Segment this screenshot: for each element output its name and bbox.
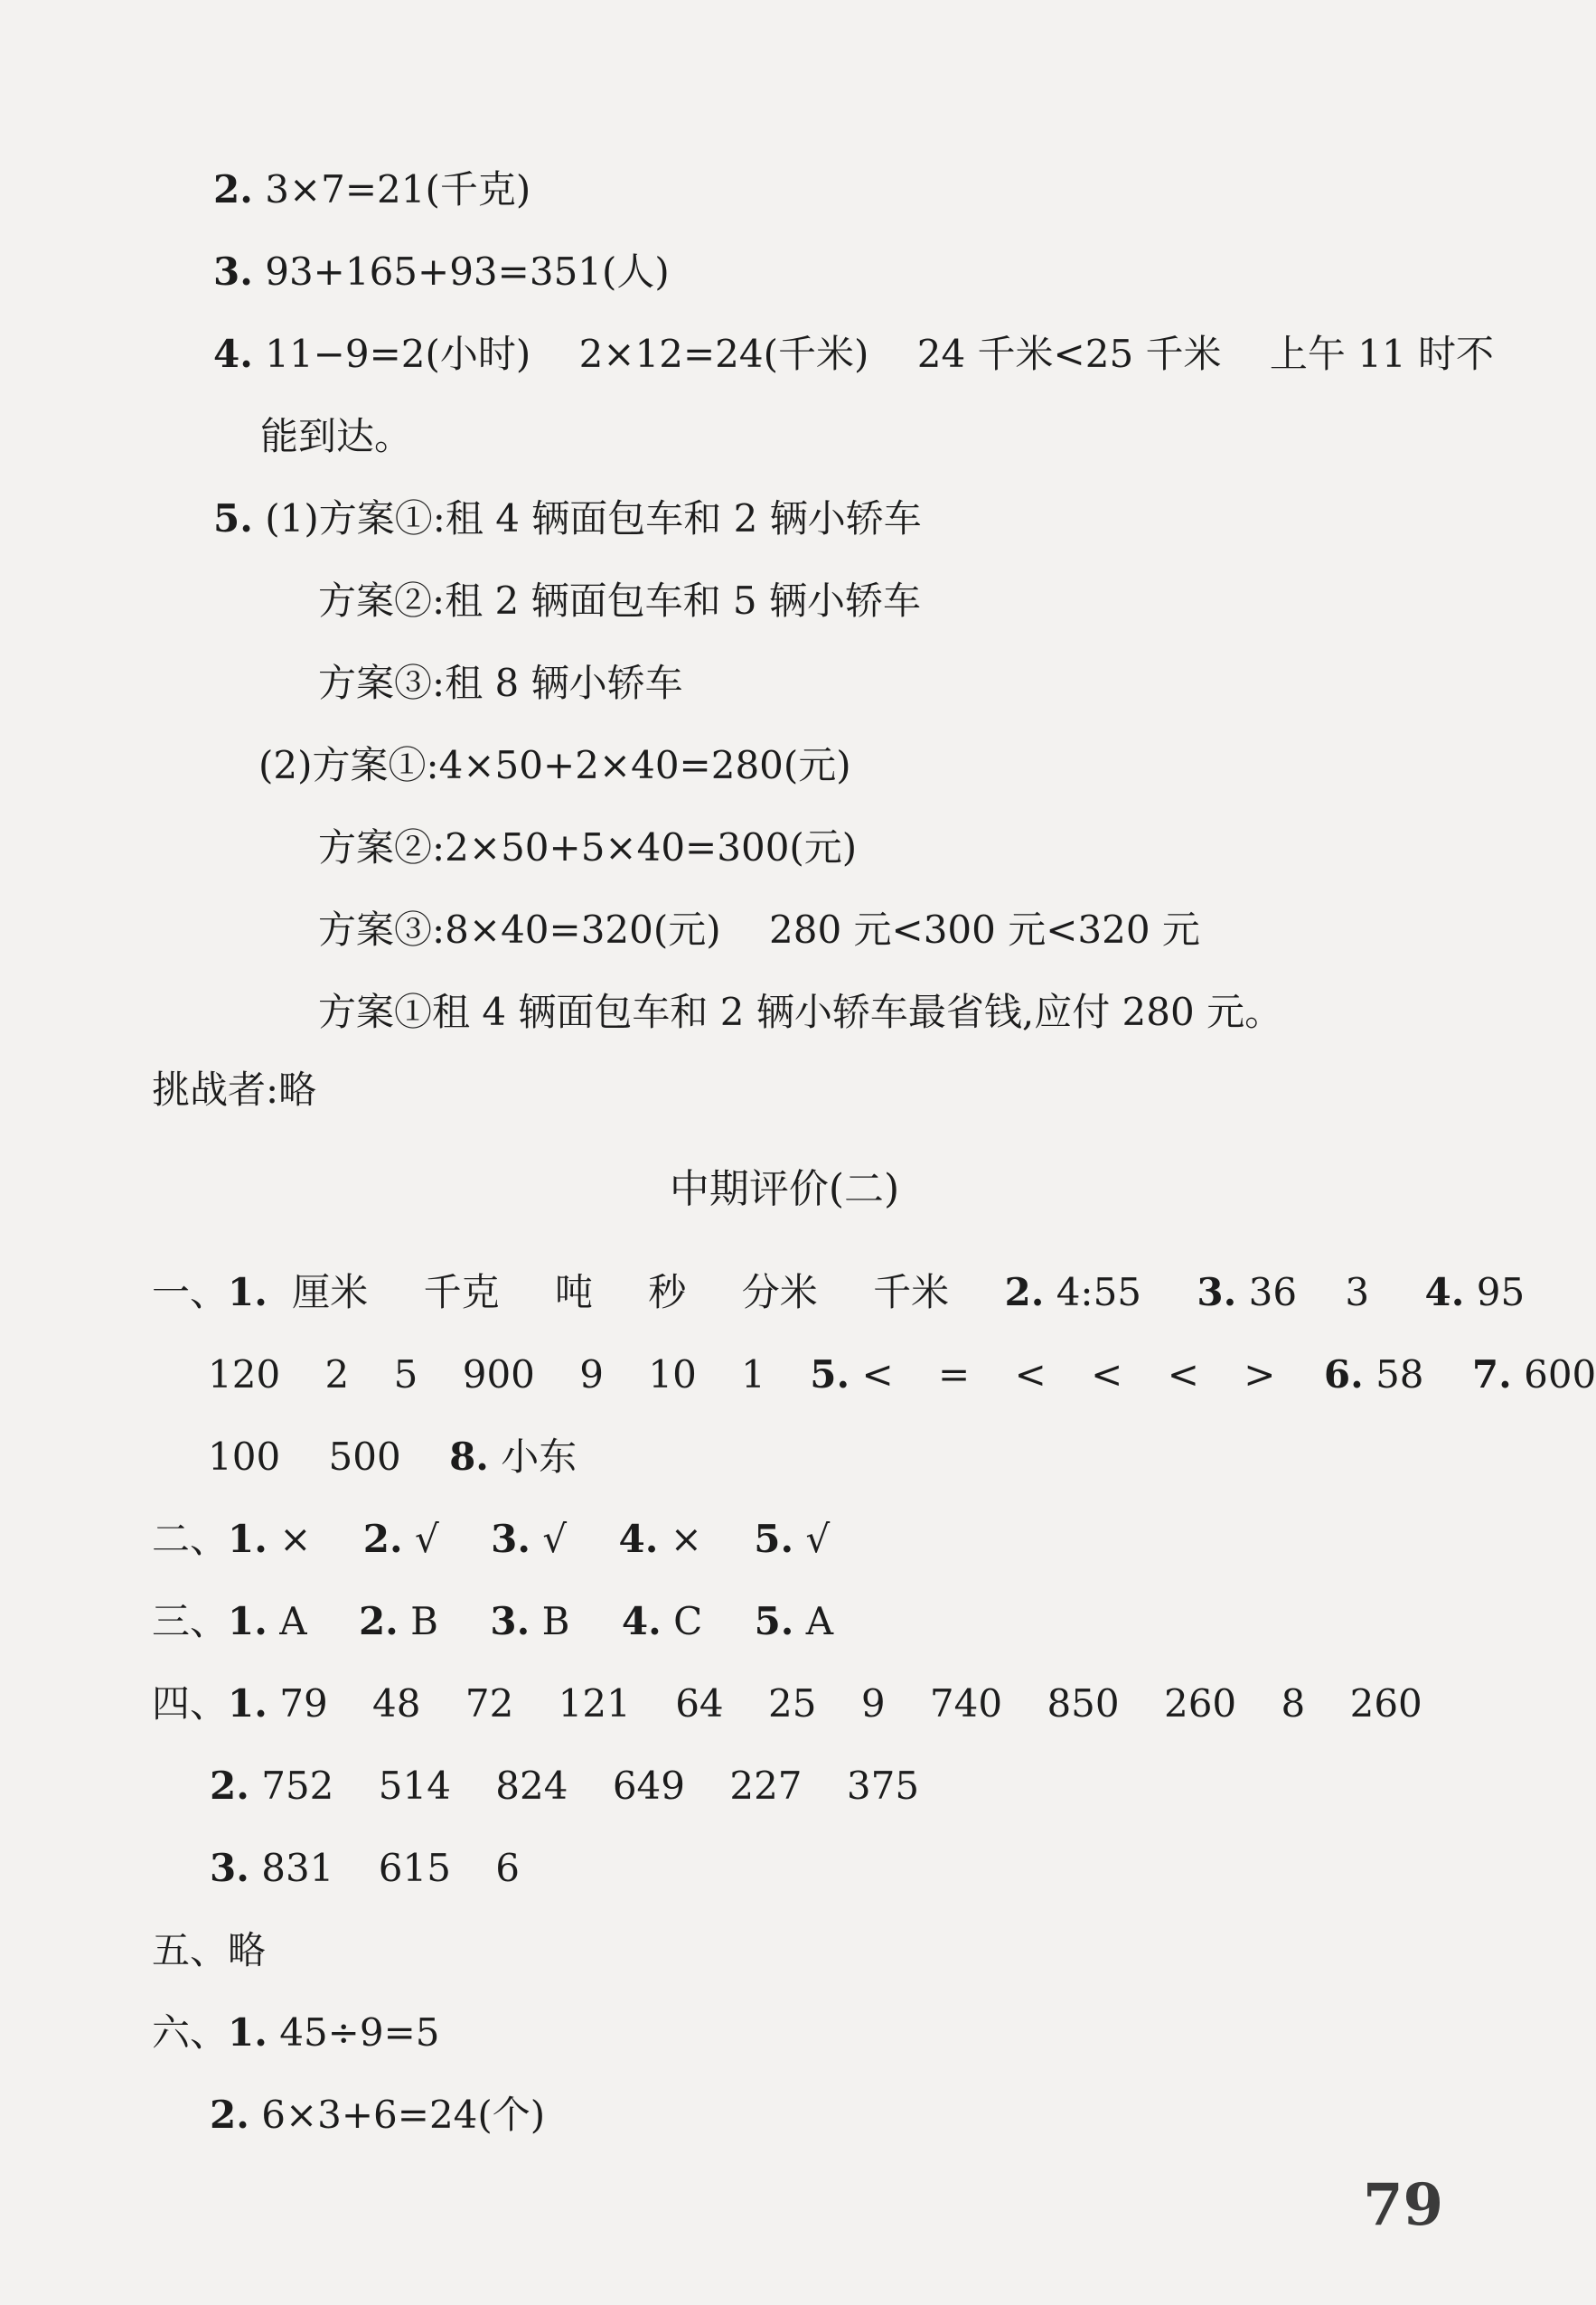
answer-q5-option3: 方案③:租 8 辆小轿车 bbox=[318, 661, 683, 705]
section-6-q2: 2. 6×3+6=24(个) bbox=[210, 2093, 546, 2137]
section-1-row-3: 100 500 8. 小东 bbox=[208, 1435, 577, 1479]
answer-q5-option2: 方案②:租 2 辆面包车和 5 辆小轿车 bbox=[318, 579, 921, 623]
answer-q4: 4. 11−9=2(小时) 2×12=24(千米) 24 千米<25 千米 上午 11 时不 bbox=[213, 332, 1495, 376]
section-4-q3: 3. 831 615 6 bbox=[210, 1846, 521, 1890]
answer-q5-part2-option3: 方案③:8×40=320(元) 280 元<300 元<320 元 bbox=[318, 908, 1200, 952]
section-4-q2: 2. 752 514 824 649 227 375 bbox=[210, 1764, 920, 1808]
challenge-answer: 挑战者:略 bbox=[152, 1068, 317, 1112]
answer-q5-part2-option2: 方案②:2×50+5×40=300(元) bbox=[318, 825, 858, 870]
section-5: 五、略 bbox=[152, 1928, 267, 1972]
answer-q4-continued: 能到达。 bbox=[260, 414, 413, 458]
section-6-q1: 六、1. 45÷9=5 bbox=[152, 2010, 440, 2055]
section-4-q1: 四、1. 79 48 72 121 64 25 9 740 850 260 8 260 bbox=[152, 1681, 1422, 1726]
answer-q5: 5. (1)方案①:租 4 辆面包车和 2 辆小轿车 bbox=[213, 496, 922, 541]
section-2: 二、1. × 2. √ 3. √ 4. × 5. √ bbox=[152, 1517, 831, 1561]
answer-q5-part2: (2)方案①:4×50+2×40=280(元) bbox=[258, 743, 851, 787]
answer-q3: 3. 93+165+93=351(人) bbox=[213, 249, 670, 294]
section-1-row-1: 一、1. 厘米 千克 吨 秒 分米 千米 2. 4:55 3. 36 3 4. 95 bbox=[152, 1270, 1526, 1314]
answer-q2: 2. 3×7=21(千克) bbox=[213, 167, 531, 212]
answer-q5-conclusion: 方案①租 4 辆面包车和 2 辆小轿车最省钱,应付 280 元。 bbox=[318, 990, 1283, 1034]
section-1-row-2: 120 2 5 900 9 10 1 5. < = < < < > 6. 58 7. 600 bbox=[208, 1352, 1596, 1397]
page-number: 79 bbox=[1363, 2171, 1444, 2239]
section-title: 中期评价(二) bbox=[669, 1166, 900, 1212]
section-3: 三、1. A 2. B 3. B 4. C 5. A bbox=[152, 1599, 834, 1643]
